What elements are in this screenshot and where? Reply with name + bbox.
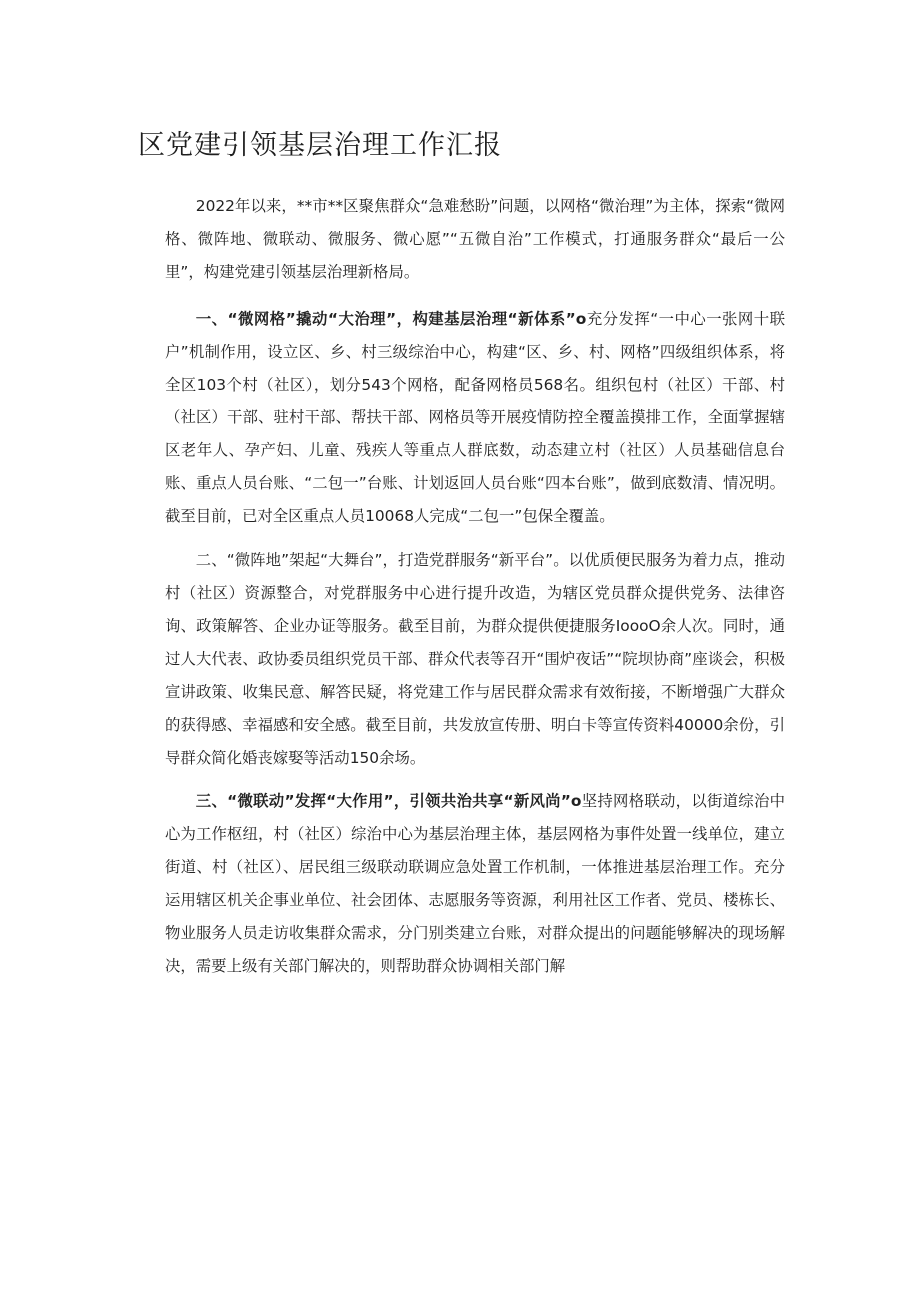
- document-body: [165, 190, 785, 994]
- paragraph-text: 充分发挥“一中心一张网十联户”机制作用，设立区、乡、村三级综治中心，构建“区、乡、村、网格”四级组织体系，将全区103个村（社区），划分543个网格，配备网格员568名。组织包村（社区）干部、村（社区）干部、驻村干部、帮扶干部、网格员等开展疫情防控全覆盖摸排工作，全面掌握辖区老年人、孕产妇、儿童、残疾人等重点人群底数，动态建立村（社区）人员基础信息台账、重点人员台账、“二包一”台账、计划返回人员台账“四本台账”，做到底数清、情况明。截至目前，已对全区重点人员10068人完成“二包一”包保全覆盖。: [165, 309, 785, 526]
- paragraph-section-2: [165, 544, 785, 774]
- paragraph-lead: 三、“微联动”发挥“大作用”，引领共治共享“新风尚”o: [195, 792, 582, 811]
- document-title: 区党建引领基层治理工作汇报: [138, 130, 502, 161]
- paragraph-text: 坚持网格联动，以街道综治中心为工作枢纽，村（社区）综治中心为基层治理主体，基层网格为事件处置一线单位，建立街道、村（社区）、居民组三级联动联调应急处置工作机制，一体推进基层治理工作。充分运用辖区机关企事业单位、社会团体、志愿服务等资源，利用社区工作者、党员、楼栋长、物业服务人员走访收集群众需求，分门别类建立台账，对群众提出的问题能够解决的现场解决，需要上级有关部门解决的，则帮助群众协调相关部门解: [165, 792, 785, 975]
- paragraph-text: 二、“微阵地”架起“大舞台”，打造党群服务“新平台”。以优质便民服务为着力点，推动村（社区）资源整合，对党群服务中心进行提升改造，为辖区党员群众提供党务、法律咨询、政策解答、企业办证等服务。截至目前，为群众提供便捷服务IoooO余人次。同时，通过人大代表、政协委员组织党员干部、群众代表等召开“围炉夜话”“院坝协商”座谈会，积极宣讲政策、收集民意、解答民疑，将党建工作与居民群众需求有效衔接，不断增强广大群众的获得感、幸福感和安全感。截至目前，共发放宣传册、明白卡等宣传资料40000余份，引导群众简化婚丧嫁娶等活动150余场。: [165, 551, 785, 767]
- paragraph-section-1: [165, 303, 785, 533]
- paragraph-lead: 一、“微网格”撬动“大治理”，构建基层治理“新体系”o: [195, 309, 587, 328]
- paragraph-section-3: [165, 785, 785, 982]
- paragraph-intro: [165, 190, 785, 289]
- paragraph-text: 2022年以来，**市**区聚焦群众“急难愁盼”问题，以网格“微治理”为主体，探索“微网格、微阵地、微联动、微服务、微心愿”“五微自治”工作模式，打通服务群众“最后一公里”，构建党建引领基层治理新格局。: [165, 197, 785, 281]
